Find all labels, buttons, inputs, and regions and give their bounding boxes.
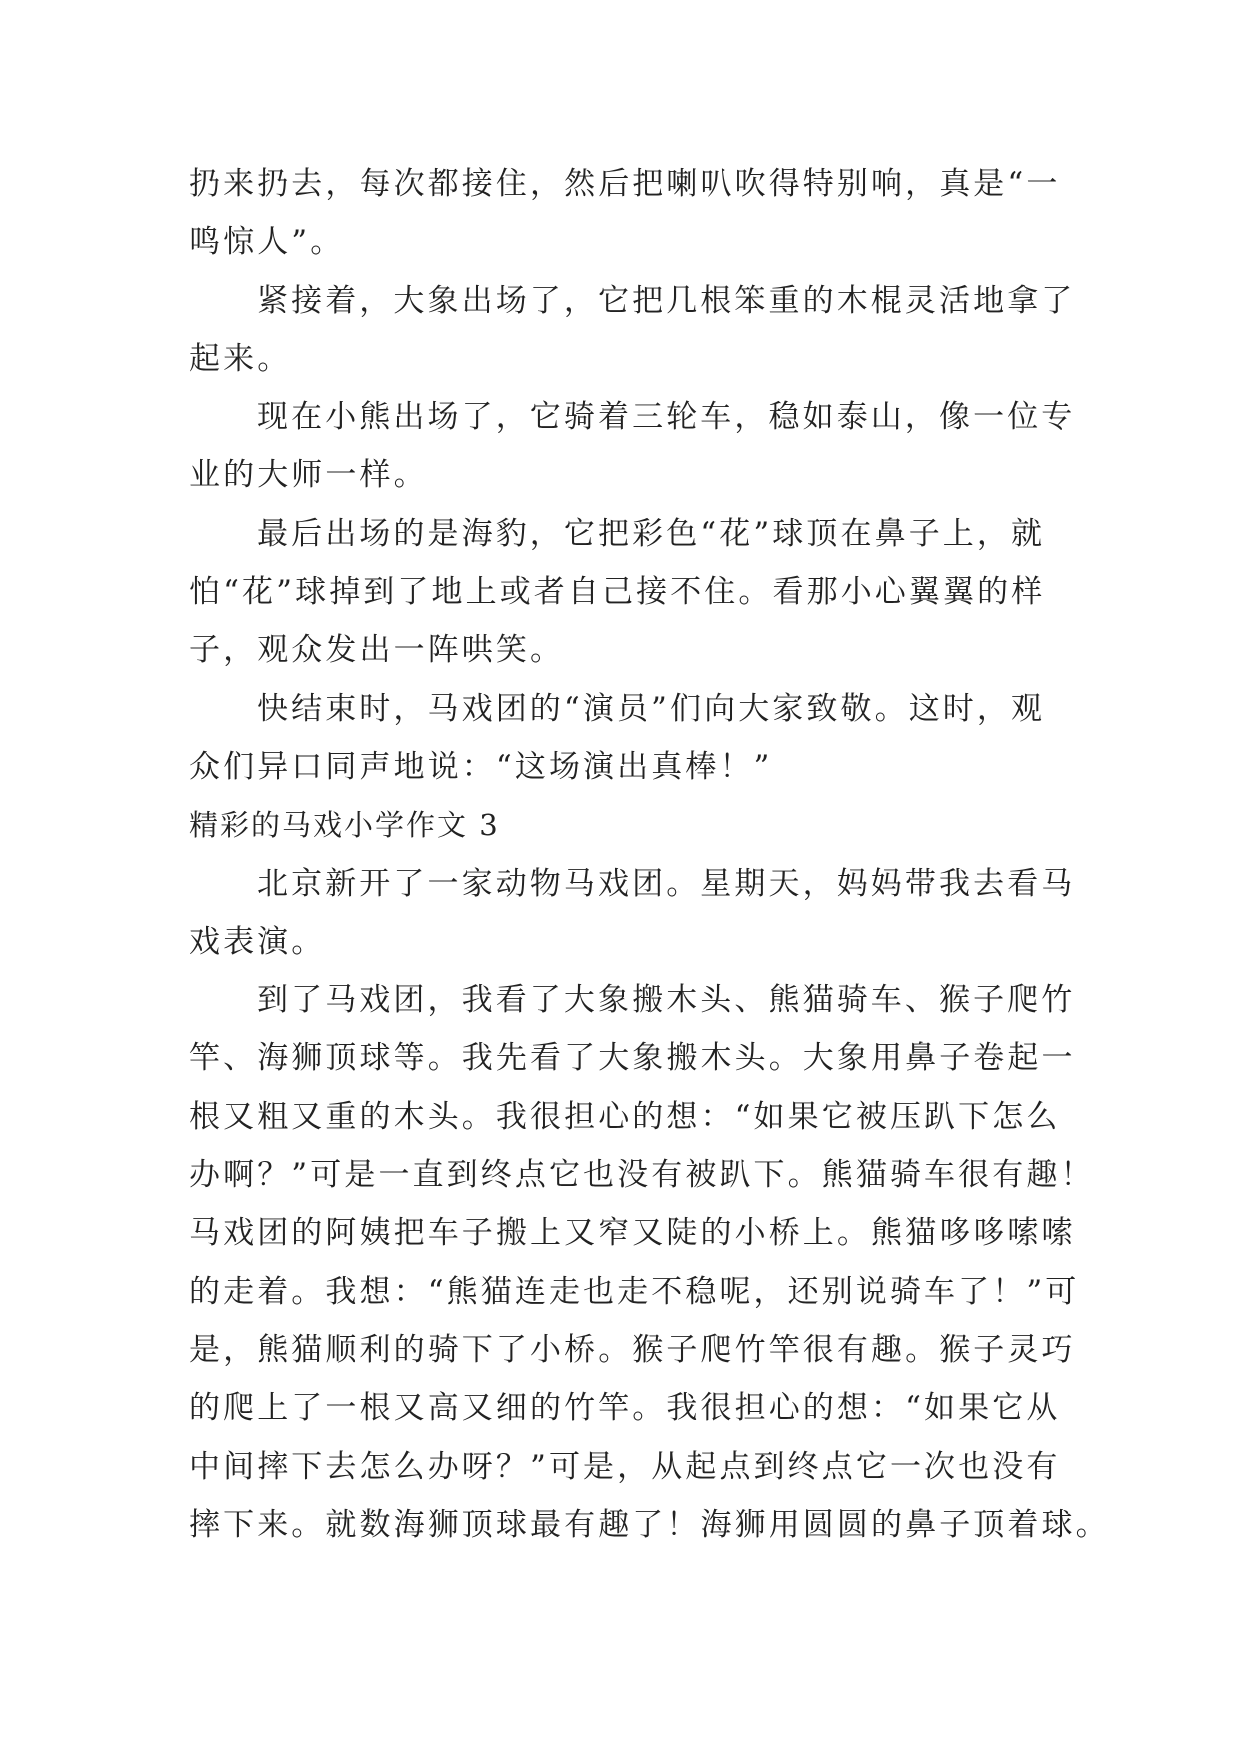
- text-line: 众们异口同声地说：“这场演出真棒！”: [189, 748, 773, 785]
- text-line: 戏表演。: [189, 923, 326, 960]
- text-line: 怕“花”球掉到了地上或者自己接不住。看那小心翼翼的样: [189, 574, 1046, 611]
- section-heading: 精彩的马戏小学作文 3: [189, 808, 500, 843]
- text-line: 子，观众发出一阵哄笑。: [189, 632, 565, 669]
- text-line: 马戏团的阿姨把车子搬上又窄又陡的小桥上。熊猫哆哆嗦嗦: [189, 1215, 1076, 1252]
- text-line: 的爬上了一根又高又细的竹竿。我很担心的想：“如果它从: [189, 1390, 1061, 1427]
- text-line: 竿、海狮顶球等。我先看了大象搬木头。大象用鼻子卷起一: [189, 1040, 1076, 1077]
- text-line: 办啊？”可是一直到终点它也没有被趴下。熊猫骑车很有趣！: [189, 1157, 1095, 1194]
- text-line: 摔下来。就数海狮顶球最有趣了！海狮用圆圆的鼻子顶着球。: [189, 1506, 1110, 1543]
- text-line: 业的大师一样。: [189, 457, 428, 494]
- paragraph-start-line: 最后出场的是海豹，它把彩色“花”球顶在鼻子上，就: [257, 515, 1046, 552]
- document-page: [189, 155, 1110, 1554]
- text-line: 扔来扔去，每次都接住，然后把喇叭吹得特别响，真是“一: [189, 166, 1061, 202]
- text-line: 是，熊猫顺利的骑下了小桥。猴子爬竹竿很有趣。猴子灵巧: [189, 1331, 1076, 1368]
- text-line: 中间摔下去怎么办呀？”可是，从起点到终点它一次也没有: [189, 1448, 1061, 1485]
- text-line: 起来。: [189, 340, 292, 377]
- paragraph-start-line: 到了马戏团，我看了大象搬木头、熊猫骑车、猴子爬竹: [257, 982, 1076, 1019]
- paragraph-start-line: 北京新开了一家动物马戏团。星期天，妈妈带我去看马: [257, 865, 1076, 902]
- paragraph-start-line: 紧接着，大象出场了，它把几根笨重的木棍灵活地拿了: [257, 282, 1076, 319]
- text-line: 鸣惊人”。: [189, 224, 345, 261]
- paragraph-start-line: 现在小熊出场了，它骑着三轮车，稳如泰山，像一位专: [257, 399, 1076, 436]
- text-line: 根又粗又重的木头。我很担心的想：“如果它被压趴下怎么: [189, 1098, 1061, 1135]
- text-line: 的走着。我想：“熊猫连走也走不稳呢，还别说骑车了！”可: [189, 1273, 1080, 1310]
- paragraph-start-line: 快结束时，马戏团的“演员”们向大家致敬。这时，观: [257, 690, 1046, 727]
